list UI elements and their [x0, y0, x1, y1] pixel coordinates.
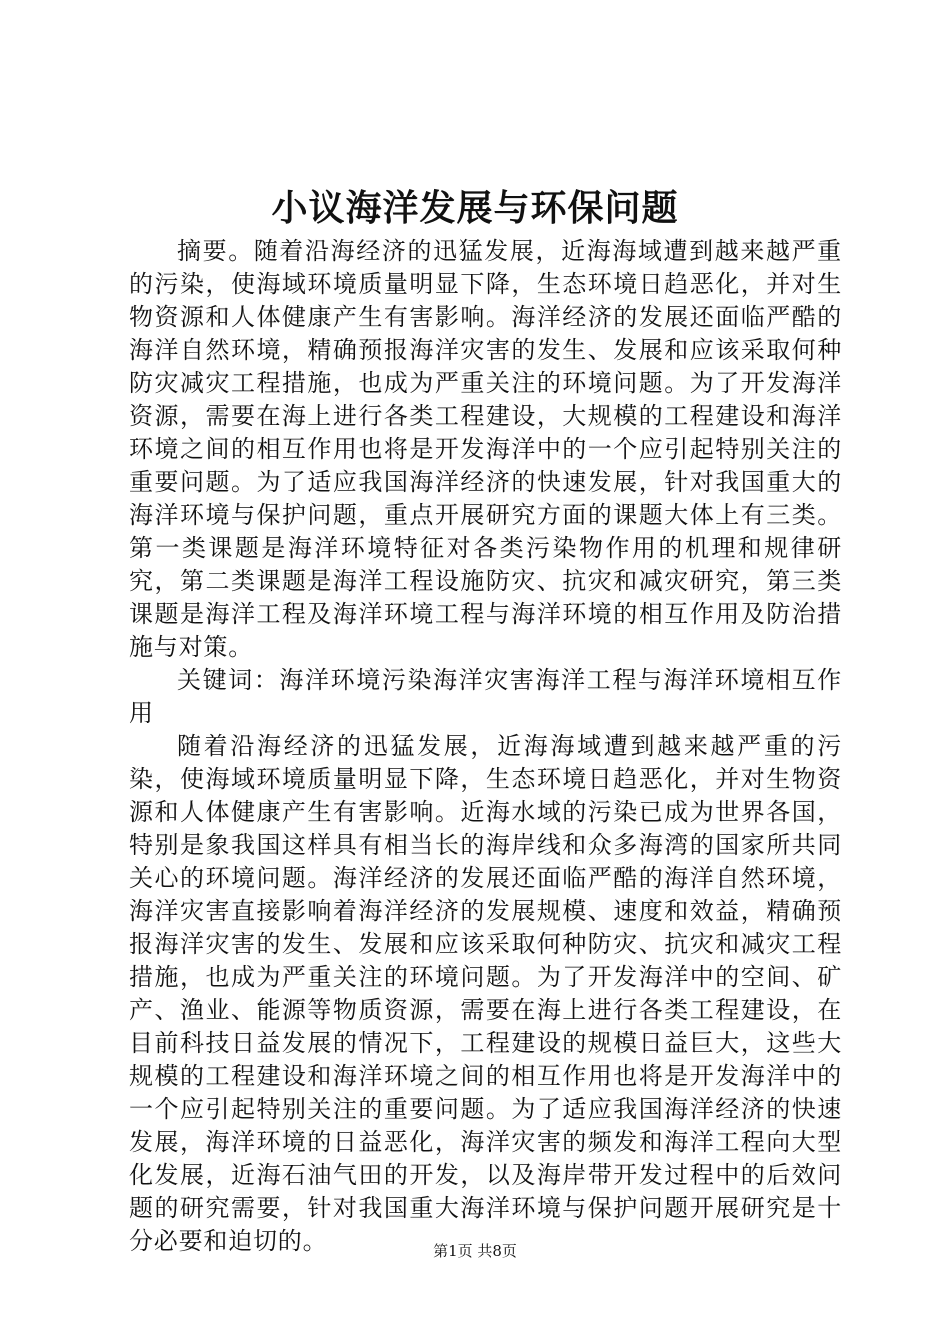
- document-title: 小议海洋发展与环保问题: [271, 187, 679, 229]
- page-number: 第1页 共8页: [433, 1242, 517, 1260]
- keywords-paragraph: 关键词：海洋环境污染海洋灾害海洋工程与海洋环境相互作用: [129, 666, 842, 727]
- body-paragraph: 随着沿海经济的迅猛发展，近海海域遭到越来越严重的污染，使海域环境质量明显下降，生态环境日趋恶化，并对生物资源和人体健康产生有害影响。近海水域的污染已成为世界各国，特别是象我国这样具有相当长的海岸线和众多海湾的国家所共同关心的环境问题。海洋经济的发展还面临严酷的海洋自然环境，海洋灾害直接影响着海洋经济的发展规模、速度和效益，精确预报海洋灾害的发生、发展和应该采取何种防灾、抗灾和减灾工程措施，也成为严重关注的环境问题。为了开发海洋中的空间、矿产、渔业、能源等物质资源，需要在海上进行各类工程建设，在目前科技日益发展的情况下，工程建设的规模日益巨大，这些大规模的工程建设和海洋环境之间的相互作用也将是开发海洋中的一个应引起特别关注的重要问题。为了适应我国海洋经济的快速发展，海洋环境的日益恶化，海洋灾害的频发和海洋工程向大型化发展，近海石油气田的开发，以及海岸带开发过程中的后效问题的研究需要，针对我国重大海洋环境与保护问题开展研究是十分必要和迫切的。: [129, 732, 842, 1255]
- abstract-paragraph: 摘要。随着沿海经济的迅猛发展，近海海域遭到越来越严重的污染，使海域环境质量明显下降，生态环境日趋恶化，并对生物资源和人体健康产生有害影响。海洋经济的发展还面临严酷的海洋自然环境，精确预报海洋灾害的发生、发展和应该采取何种防灾减灾工程措施，也成为严重关注的环境问题。为了开发海洋资源，需要在海上进行各类工程建设，大规模的工程建设和海洋环境之间的相互作用也将是开发海洋中的一个应引起特别关注的重要问题。为了适应我国海洋经济的快速发展，针对我国重大的海洋环境与保护问题，重点开展研究方面的课题大体上有三类。第一类课题是海洋环境特征对各类污染物作用的机理和规律研究，第二类课题是海洋工程设施防灾、抗灾和减灾研究，第三类课题是海洋工程及海洋环境工程与海洋环境的相互作用及防治措施与对策。: [129, 237, 842, 661]
- document-body: [129, 235, 842, 1258]
